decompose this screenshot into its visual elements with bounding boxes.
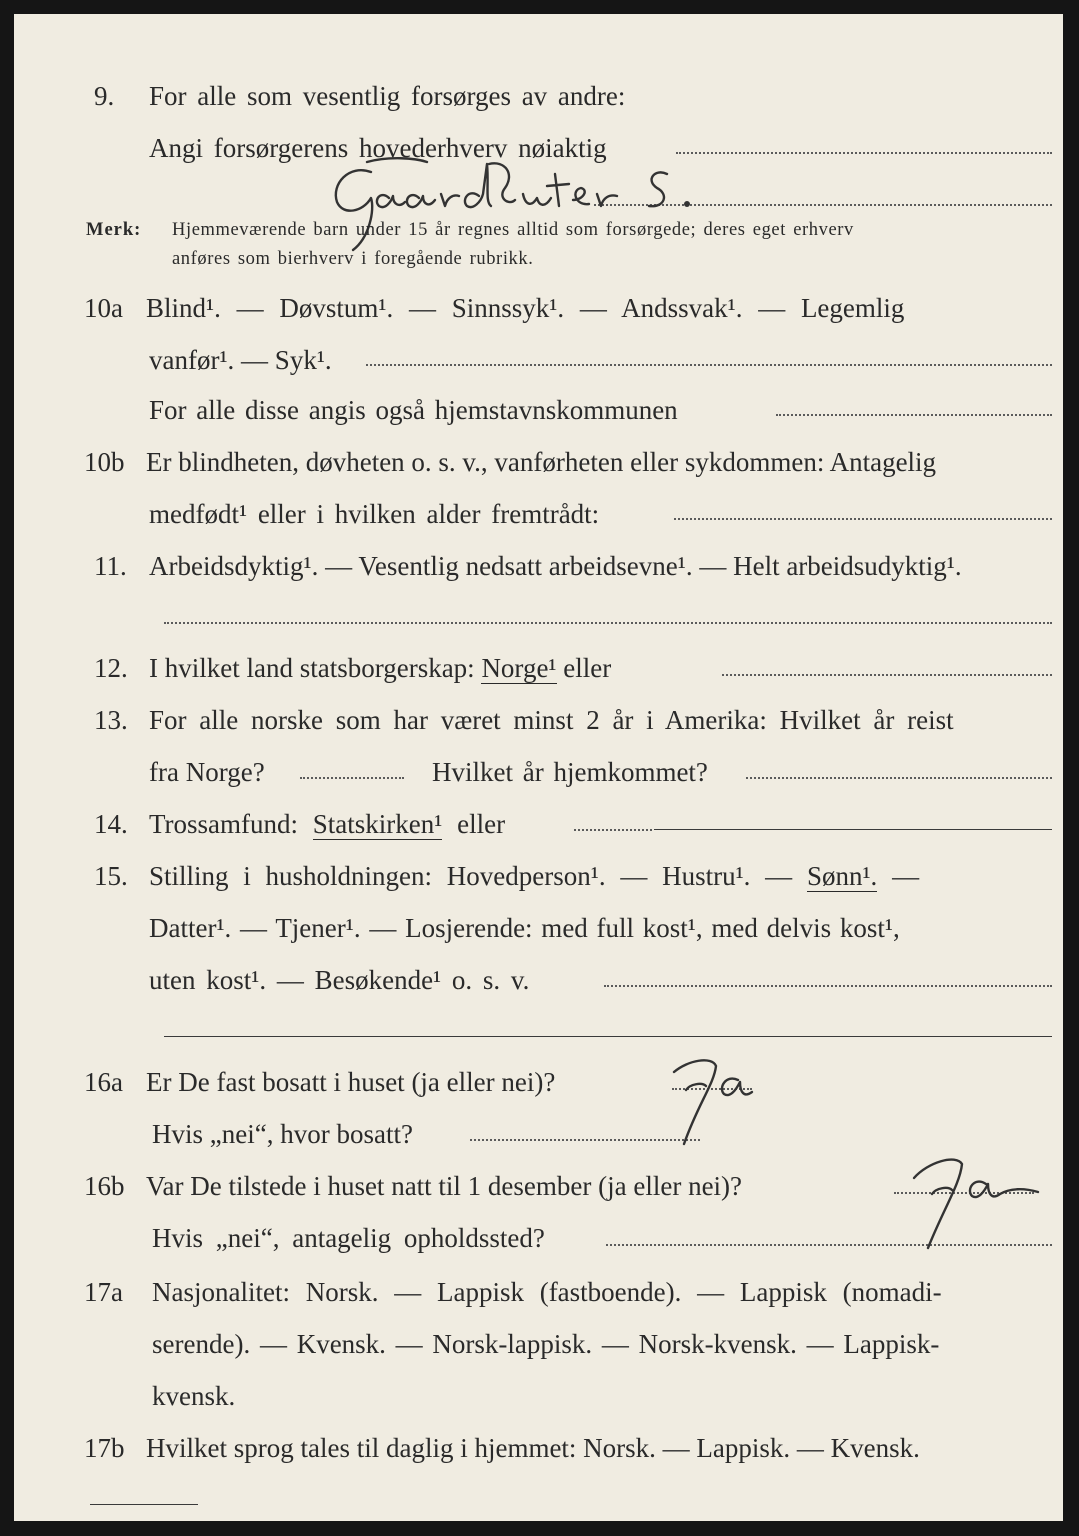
question-12-number: 12. <box>94 653 128 683</box>
question-15-line-1 <box>149 860 919 892</box>
question-14-text <box>149 808 505 840</box>
question-14-label: Trossamfund: <box>149 809 299 839</box>
question-14-answer-rule <box>654 829 1052 830</box>
question-16b-number: 16b <box>84 1171 125 1201</box>
question-16b-line-1: Var De tilstede i huset natt til 1 desember (ja eller nei)? <box>146 1171 743 1201</box>
question-17a-line-2: serende). — Kvensk. — Norsk-lappisk. — Norsk-kvensk. — Lappisk- <box>152 1329 940 1359</box>
question-10b-line-2: medfødt¹ eller i hvilken alder fremtrådt: <box>149 499 600 529</box>
question-14-number: 14. <box>94 809 128 839</box>
question-15-number: 15. <box>94 861 128 891</box>
answer-norge-underlined: Norge¹ <box>481 653 557 683</box>
question-17b-number: 17b <box>84 1433 125 1463</box>
footnote-rule <box>90 1504 198 1505</box>
question-11-number: 11. <box>94 551 127 581</box>
question-17a-line-3: kvensk. <box>152 1381 236 1411</box>
question-12-label: I hvilket land statsborgerskap: <box>149 653 475 683</box>
question-12-answer-line <box>722 674 1052 676</box>
question-13-line-1: For alle norske som har været minst 2 år i Amerika: Hvilket år reist <box>149 705 954 735</box>
answer-statskirken-underlined: Statskirken¹ <box>312 809 443 839</box>
question-15-line-2: Datter¹. — Tjener¹. — Losjerende: med full kost¹, med delvis kost¹, <box>149 913 900 943</box>
question-15-answer-line <box>604 985 1052 987</box>
answer-sonn-underlined: Sønn¹. <box>806 861 878 891</box>
question-10b-line-1: Er blindheten, døvheten o. s. v., vanførheten eller sykdommen: Antagelig <box>146 447 937 477</box>
question-13-line-2b: Hvilket år hjemkommet? <box>432 757 708 787</box>
question-9-line-1: For alle som vesentlig forsørges av andre: <box>149 81 626 111</box>
question-10a-answer-line <box>366 364 1052 366</box>
question-10a-hometown-line <box>776 414 1052 416</box>
question-13-year-returned-line <box>746 777 1052 779</box>
question-9-line-2: Angi forsørgerens hovederhverv nøiaktig <box>149 133 607 163</box>
question-10b-number: 10b <box>84 447 125 477</box>
question-12-text <box>149 652 611 684</box>
question-10b-answer-line <box>674 518 1052 520</box>
handwritten-answer-ja-16b <box>894 1144 1044 1254</box>
question-9-number: 9. <box>94 81 115 111</box>
handwritten-answer-ja-16a <box>654 1044 764 1154</box>
question-10a-line-3: For alle disse angis også hjemstavnskommunen <box>149 395 678 425</box>
question-10a-number: 10a <box>84 293 123 323</box>
question-14-answer-line <box>574 829 652 831</box>
question-12-or: eller <box>563 653 612 683</box>
note-line-1: Hjemmeværende barn under 15 år regnes alltid som forsørgede; deres eget erhverv <box>172 220 854 240</box>
question-13-number: 13. <box>94 705 128 735</box>
census-form-page <box>14 14 1063 1521</box>
question-11-answer-line <box>164 622 1052 624</box>
question-15-answer-rule <box>164 1036 1052 1037</box>
question-10a-line-1: Blind¹. — Døvstum¹. — Sinnssyk¹. — Andssvak¹. — Legemlig <box>146 293 905 323</box>
question-17a-number: 17a <box>84 1277 123 1307</box>
question-10a-line-2: vanfør¹. — Syk¹. <box>149 345 332 375</box>
note-line-2: anføres som bierhverv i foregående rubrikk. <box>172 249 534 269</box>
question-13-line-2a: fra Norge? <box>149 757 265 787</box>
question-16a-number: 16a <box>84 1067 123 1097</box>
question-17a-line-1: Nasjonalitet: Norsk. — Lappisk (fastboende). — Lappisk (nomadi- <box>152 1277 942 1307</box>
question-16a-line-2: Hvis „nei“, hvor bosatt? <box>152 1119 413 1149</box>
question-15-line-3: uten kost¹. — Besøkende¹ o. s. v. <box>149 965 530 995</box>
question-15-dash: — <box>892 861 920 891</box>
question-16a-line-1: Er De fast bosatt i huset (ja eller nei)? <box>146 1067 556 1097</box>
question-17b-line-1: Hvilket sprog tales til daglig i hjemmet: Norsk. — Lappisk. — Kvensk. <box>146 1433 920 1463</box>
question-14-or: eller <box>457 809 506 839</box>
note-label: Merk: <box>86 220 142 240</box>
question-16b-line-2: Hvis „nei“, antagelig opholdssted? <box>152 1223 545 1253</box>
question-13-year-left-line <box>300 777 404 779</box>
question-15-options: Stilling i husholdningen: Hovedperson¹. — Hustru¹. — <box>149 861 793 891</box>
question-11-line-1: Arbeidsdyktig¹. — Vesentlig nedsatt arbeidsevne¹. — Helt arbeidsudyktig¹. <box>149 551 962 581</box>
